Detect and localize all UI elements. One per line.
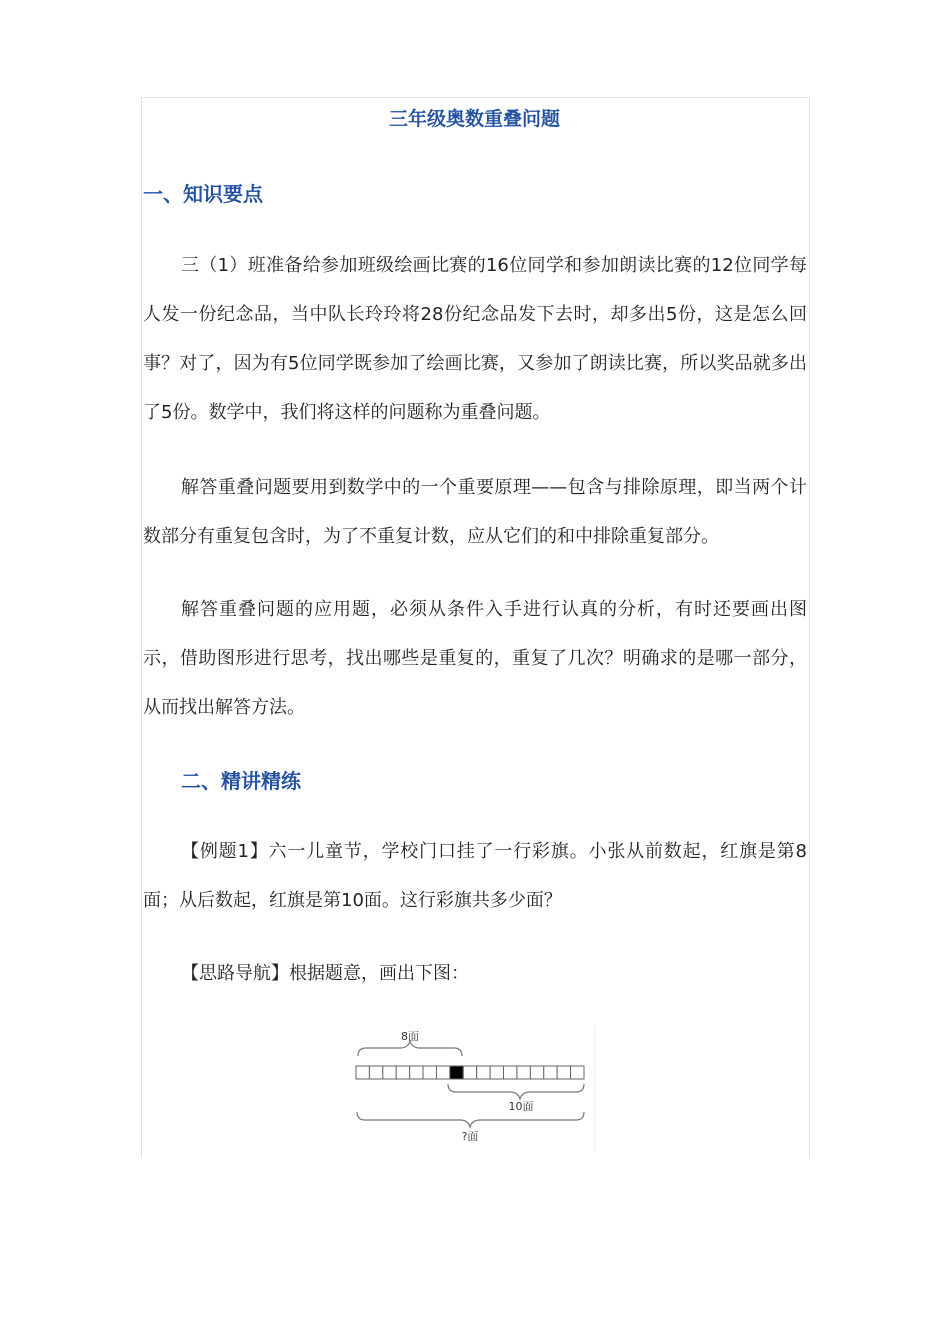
- flag-cell: [383, 1066, 396, 1079]
- label-front: 8面: [401, 1030, 419, 1043]
- section-heading-practice: 二、精讲精练: [181, 769, 301, 793]
- flag-cell: [557, 1066, 570, 1079]
- label-total: ?面: [461, 1130, 479, 1143]
- section-heading-knowledge: 一、知识要点: [143, 182, 263, 206]
- flag-cell: [410, 1066, 423, 1079]
- solution-guide: 【思路导航】根据题意，画出下图：: [181, 963, 469, 984]
- flag-cell: [571, 1066, 584, 1079]
- paragraph-principle: 解答重叠问题要用到数学中的一个重要原理——包含与排除原理，即当两个计数部分有重复包含时，为了不重复计数，应从它们的和中排除重复部分。: [143, 477, 807, 547]
- paragraph-intro: 三（1）班准备给参加班级绘画比赛的16位同学和参加朗读比赛的12位同学每人发一份纪念品，当中队长玲玲将28份纪念品发下去时，却多出5份，这是怎么回事？对了，因为有5位同学既参加了绘画比赛，又参加了朗读比赛，所以奖品就多出了5份。数学中，我们将这样的问题称为重叠问题。: [143, 255, 807, 423]
- flag-cell: [396, 1066, 409, 1079]
- flag-cell: [436, 1066, 449, 1079]
- paragraph-method: 解答重叠问题的应用题，必须从条件入手进行认真的分析，有时还要画出图示，借助图形进行思考，找出哪些是重复的，重复了几次？明确求的是哪一部分，从而找出解答方法。: [143, 599, 807, 718]
- flag-row: [356, 1066, 584, 1079]
- example-1: 【例题1】六一儿童节，学校门口挂了一行彩旗。小张从前数起，红旗是第8面；从后数起，红旗是第10面。这行彩旗共多少面？: [143, 841, 807, 911]
- flag-cell: [423, 1066, 436, 1079]
- flag-cell: [517, 1066, 530, 1079]
- flag-cell: [544, 1066, 557, 1079]
- flag-diagram: [352, 1026, 598, 1152]
- back-count-brace: [448, 1084, 584, 1099]
- flag-cell: [490, 1066, 503, 1079]
- flag-cell: [356, 1066, 369, 1079]
- document-title: 三年级奥数重叠问题: [388, 108, 560, 130]
- front-count-brace: [358, 1041, 462, 1056]
- flag-cell: [477, 1066, 490, 1079]
- flag-cell: [504, 1066, 517, 1079]
- label-back: 10面: [508, 1100, 534, 1113]
- flag-cell: [369, 1066, 382, 1079]
- total-count-brace: [357, 1112, 584, 1127]
- red-flag-cell: [450, 1066, 463, 1079]
- flag-cell: [530, 1066, 543, 1079]
- flag-cell: [463, 1066, 476, 1079]
